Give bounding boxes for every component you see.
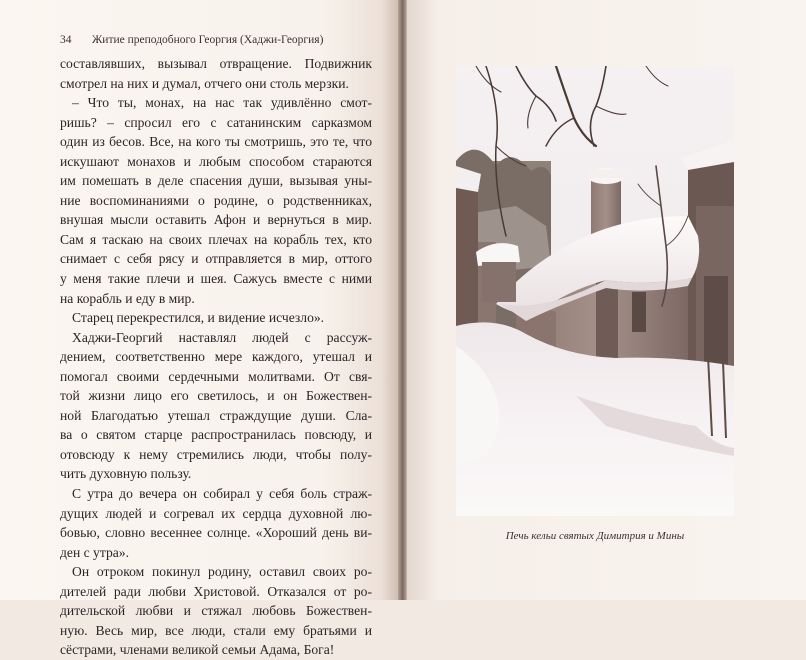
running-title: Житие преподобного Георгия (Хаджи-Георгия): [92, 34, 324, 46]
photo-caption: Печь кельи святых Димитрия и Мины: [505, 530, 685, 542]
text-line: дением, соответственно мере каждого, утешал и: [60, 349, 372, 365]
text-line: дительской любви и стяжал любовь Божествен-: [60, 603, 372, 619]
text-line: составлявших, вызывал отвращение. Подвижник: [60, 56, 372, 71]
text-line: С утра до вечера он собирал у себя боль страж-: [72, 486, 372, 502]
text-line: снимает с себя рясу и отправляется в мир, оттого: [60, 251, 372, 267]
running-head: [60, 34, 390, 46]
text-line: ной Благодатью утешал страждущие души. Сла-: [60, 407, 372, 423]
photo-illustration: [456, 66, 734, 516]
text-line: внушая мысли оставить Афон и вернуться в мир.: [60, 212, 372, 228]
text-line: Хаджи-Георгий наставлял людей с рассуж-: [72, 329, 372, 345]
text-line: ва о святом старце распространилась повсюду, и: [60, 427, 372, 443]
text-line: дителей ради любви Христовой. Отказался от ро-: [60, 583, 372, 599]
text-line: ришь? – спросил его с сатанинским сарказмом: [60, 114, 372, 130]
snow-covered-cell-photo: [456, 66, 734, 516]
text-line: искушают монахов и любым способом стараются: [60, 153, 372, 169]
text-line: смотрел на них и думал, отчего они столь мерзки.: [60, 75, 349, 91]
text-line: отовсюду к нему стремились люди, чтобы полу-: [60, 446, 372, 462]
text-line: на корабль и еду в мир.: [60, 290, 195, 306]
body-text: [60, 54, 372, 660]
text-line: один из бесов. Все, на кого ты смотришь, это те, что: [60, 134, 372, 150]
text-line: Старец перекрестился, и видение исчезло».: [72, 310, 325, 326]
text-line: той жизни лицо его светилось, и он Божествен-: [60, 388, 372, 404]
text-line: дущих людей и согревал их сердца духовной лю-: [60, 505, 372, 521]
left-page: [0, 0, 401, 658]
text-line: помогал своими сердечными молитвами. От свя-: [60, 368, 372, 384]
text-line: бовью, словно весеннее солнце. «Хороший день ви-: [60, 525, 372, 541]
front-shed: [476, 243, 520, 302]
text-line: ную. Весь мир, все люди, стали ему братьями и: [60, 622, 372, 638]
text-line: у меня такие плечи и шея. Сажусь вместе с ними: [60, 271, 372, 287]
text-line: ние воспоминаниями о родине, о родственниках,: [60, 192, 372, 208]
text-line: сёстрами, членами великой семьи Адама, Бога!: [60, 642, 335, 658]
page-number: 34: [60, 34, 72, 46]
text-line: Он отроком покинул родину, оставил своих ро-: [72, 564, 372, 580]
text-line: Сам я таскаю на своих плечах на корабль тех, кто: [60, 231, 372, 247]
text-line: им помешать в деле спасения души, вызывая уны-: [60, 173, 372, 189]
text-line: ден с утра».: [60, 544, 129, 560]
text-line: чить духовную пользу.: [60, 466, 192, 482]
text-line: – Что ты, монах, на нас так удивлённо смот-: [72, 95, 372, 111]
